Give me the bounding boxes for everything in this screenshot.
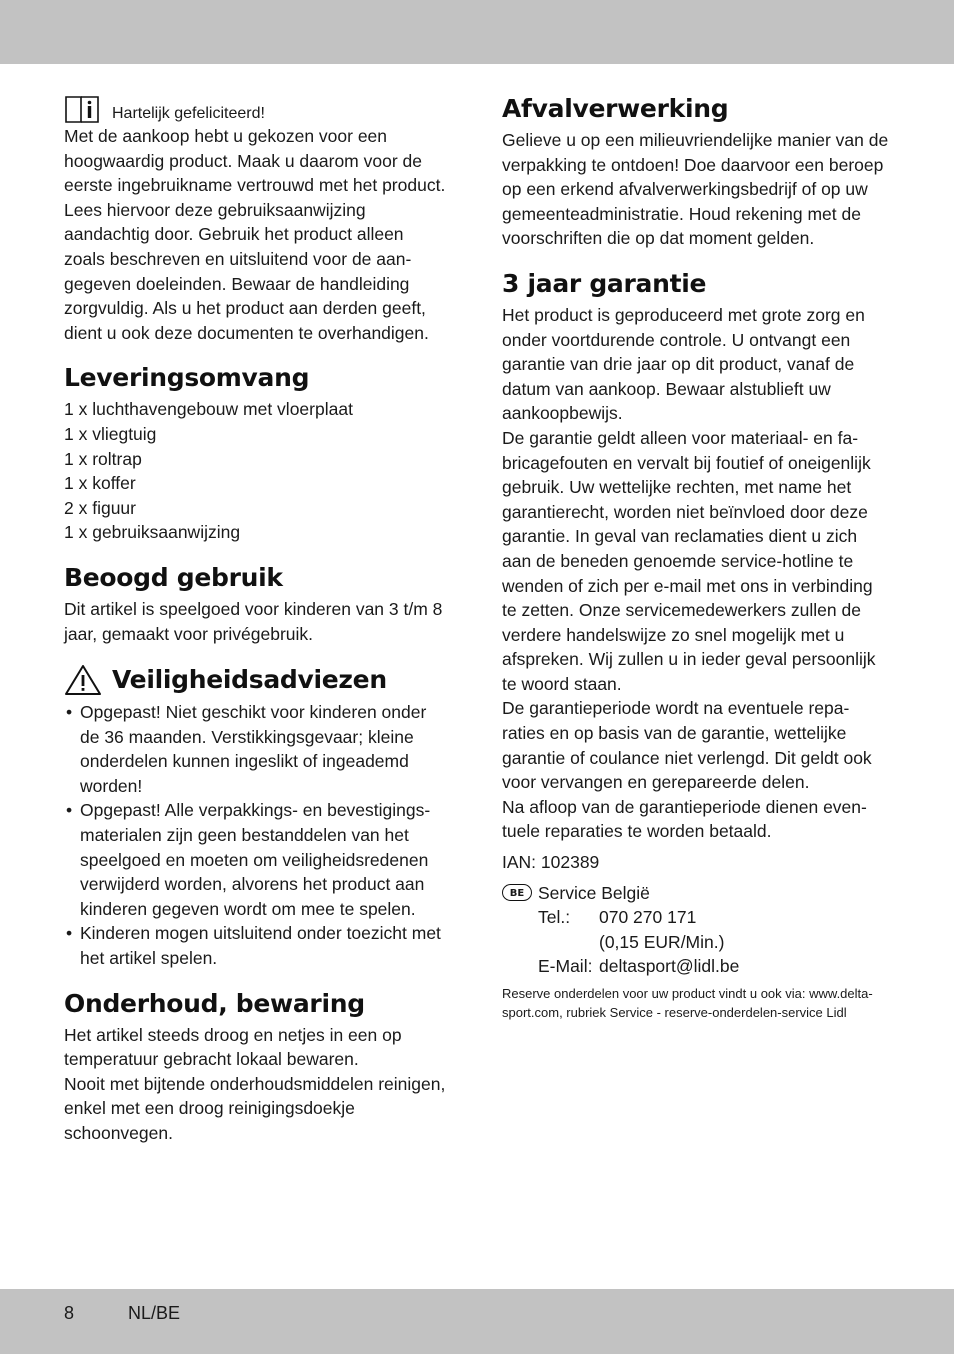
list-item: 1 x vliegtuig: [64, 423, 157, 444]
ian-number: IAN: 102389: [502, 852, 600, 873]
language-code: NL/BE: [128, 1303, 181, 1323]
intended-use-heading: Beoogd gebruik: [64, 562, 283, 592]
service-heading: [502, 881, 890, 906]
scope-list: [64, 397, 448, 545]
rate-row: [538, 930, 890, 955]
list-item: • Opgepast! Niet geschikt voor kinderen onder de 36 maanden. Verstikkingsgevaar; kleine onderdelen kunnen ingeslikt of ingeademd worden!: [64, 700, 448, 798]
header-band: [0, 0, 954, 64]
service-contact: [538, 905, 890, 979]
list-item: • Opgepast! Alle verpakkings- en bevestigings-materialen zijn geen bestanddelen van het speelgoed en moeten om veiligheidsredenen verwijderd worden, alvorens het product aan kinderen gegeven wordt om mee te spelen.: [64, 798, 448, 921]
right-column: [502, 94, 890, 1022]
page-number: 8: [64, 1303, 75, 1323]
list-item: 1 x luchthavengebouw met vloerplaat: [64, 399, 353, 420]
email-row: [538, 954, 890, 979]
intro-heading: [64, 94, 448, 124]
safety-heading-row: [64, 664, 448, 696]
phone-value: 070 270 171: [599, 907, 697, 928]
list-item: 1 x gebruiksaanwijzing: [64, 522, 241, 543]
maintenance-text: Nooit met bijtende onderhoudsmiddelen reinigen, enkel met een droog reinigingsdoekje schoonvegen.: [64, 1073, 446, 1143]
phone-rate: (0,15 EUR/Min.): [599, 931, 725, 952]
left-column: [64, 94, 448, 1146]
spare-parts-note: Reserve onderdelen voor uw product vindt u ook via: www.delta-sport.com, rubriek Service - reserve-onderdelen-service Lidl: [502, 986, 873, 1020]
disposal-text: Gelieve u op een milieuvriendelijke manier van de verpakking te ontdoen! Doe daarvoor een beroep op een erkend afvalverwerkingsbedrijf of op uw gemeenteadministratie. Houd rekening met de voorschriften die op dat moment gelden.: [502, 130, 889, 249]
phone-row: [538, 905, 890, 930]
intro-title: Hartelijk gefeliciteerd!: [112, 105, 265, 122]
service-title: Service België: [538, 882, 650, 903]
scope-heading: Leveringsomvang: [64, 363, 310, 393]
warning-triangle-icon: [64, 664, 102, 696]
list-item: • Kinderen mogen uitsluitend onder toezicht met het artikel spelen.: [64, 921, 448, 970]
warranty-paragraph: De garantie geldt alleen voor materiaal- en fa-bricagefouten en vervalt bij foutief of oneigenlijk gebruik. Uw wettelijke rechten, met name het garantierecht, worden niet beïnvloed door deze garantie. In geval van reclamaties dient u zich aan de beneden genoemde service-hotline te wenden of zich per e-mail met ons in verbinding te zetten. Onze servicemedewerkers zullen de verdere handelswijze zo snel mogelijk met u afspreken. Wij zullen u in ieder geval persoonlijk te woord staan.: [502, 427, 876, 694]
info-book-icon: [64, 94, 100, 124]
email-label: E-Mail:: [538, 956, 593, 977]
warranty-paragraph: De garantieperiode wordt na eventuele repa-raties en op basis van de garantie, wettelijke garantie of coulance niet verlengd. Dit geldt ook voor vervangen en gerepareerde delen.: [502, 698, 872, 793]
country-badge: BE: [502, 884, 532, 901]
safety-list: [64, 700, 448, 971]
maintenance-heading: Onderhoud, bewaring: [64, 988, 365, 1018]
phone-label: Tel.:: [538, 907, 571, 928]
list-item: 2 x figuur: [64, 497, 136, 518]
warranty-paragraph: Het product is geproduceerd met grote zorg en onder voortdurende controle. U ontvangt een garantie van drie jaar op dit product, vanaf de datum van aankoop. Bewaar alstublieft uw aankoopbewijs.: [502, 304, 865, 424]
warranty-paragraph: Na afloop van de garantieperiode dienen even-tuele reparaties te worden betaald.: [502, 796, 867, 842]
list-item: 1 x koffer: [64, 473, 136, 494]
maintenance-text: Het artikel steeds droog en netjes in een op temperatuur gebracht lokaal bewaren.: [64, 1024, 402, 1070]
intended-use-text: Dit artikel is speelgoed voor kinderen van 3 t/m 8 jaar, gemaakt voor privégebruik.: [64, 598, 443, 644]
list-item: 1 x roltrap: [64, 448, 142, 469]
safety-heading: Veiligheidsadviezen: [112, 665, 387, 695]
email-value: deltasport@lidl.be: [599, 956, 740, 977]
intro-text: Met de aankoop hebt u gekozen voor een hoogwaardig product. Maak u daarom voor de eerste ingebruikname vertrouwd met het product. Lees hiervoor deze gebruiksaanwijzing aandachtig door. Gebruik het product alleen zoals beschreven en uitsluitend voor de aan-gegeven doeleinden. Bewaar de handleiding zorgvuldig. Als u het product aan derden geeft, dient u ook deze documenten te overhandigen.: [64, 126, 446, 343]
warranty-heading: 3 jaar garantie: [502, 268, 707, 298]
disposal-heading: Afvalverwerking: [502, 94, 729, 123]
